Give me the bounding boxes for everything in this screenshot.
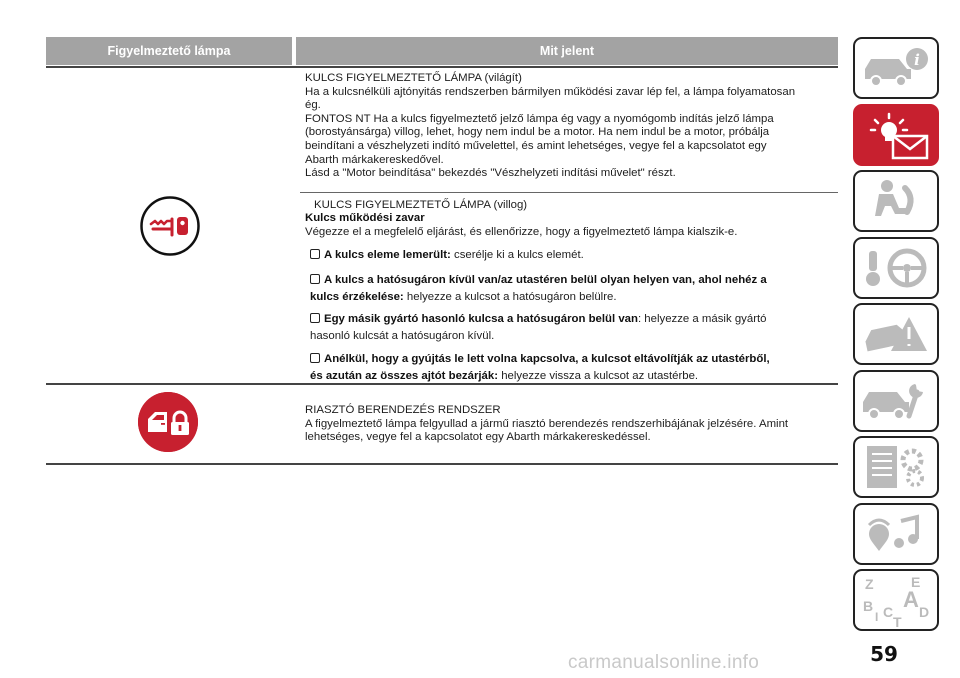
index-letter: A xyxy=(903,587,919,612)
row-text: Ha a kulcsnélküli ajtónyitás rendszerben bármilyen működési zavar lép fel, a lámpa folyamatosan xyxy=(305,85,796,98)
row-text: (borostyánsárga) villog, lehet, hogy nem indul be a motor. Ha nem indul be a motor, próbálja xyxy=(305,126,770,139)
tab-maintenance[interactable] xyxy=(853,370,939,432)
starting-driving-icon xyxy=(857,241,935,295)
row-text: Abarth márkakereskedővel. xyxy=(305,153,444,166)
bullet-other-key xyxy=(310,311,836,344)
warning-lights-icon xyxy=(857,108,935,162)
row-text: ég. xyxy=(305,99,321,112)
bullet-out-of-range xyxy=(310,272,836,305)
tab-starting-driving[interactable] xyxy=(853,237,939,299)
key-warning-light-icon xyxy=(140,196,200,256)
index-letter: T xyxy=(893,614,902,629)
bullet-bold: A kulcs eleme lemerült: xyxy=(324,249,451,261)
index-letter: I xyxy=(875,610,879,624)
svg-text:i: i xyxy=(914,51,920,69)
table-bottom-rule xyxy=(46,463,838,465)
row-title: KULCS FIGYELMEZTETŐ LÁMPA (villog) xyxy=(314,199,528,211)
row-text: beindítani a vészhelyzeti indító művelettel, és amint lehetséges, vegye fel a kapcsolatot egy xyxy=(305,139,767,152)
row-key-steady xyxy=(305,72,835,181)
bullet-text: helyezze vissza a kulcsot az utastérbe. xyxy=(498,369,699,382)
tab-index[interactable] xyxy=(853,569,939,631)
table-header xyxy=(46,37,838,65)
header-meaning: Mit jelent xyxy=(296,37,838,65)
row-text: lehetséges, vegye fel a kapcsolatot egy Abarth márkakereskedéssel. xyxy=(305,431,651,444)
tab-warning-lights[interactable] xyxy=(853,104,939,166)
row-subtitle: Kulcs működési zavar xyxy=(305,212,425,224)
emergency-icon xyxy=(857,307,935,361)
maintenance-icon xyxy=(857,374,935,428)
bullet-bold: A kulcs a hatósugáron kívül van/az utastéren belül olyan helyen van, ahol nehéz a xyxy=(324,274,767,286)
bullet-bold: és azután az összes ajtót bezárják: xyxy=(310,369,499,382)
row-text: Végezze el a megfelelő eljárást, és ellenőrizze, hogy a figyelmeztető lámpa kialszik-e. xyxy=(305,225,738,238)
tab-emergency[interactable] xyxy=(853,303,939,365)
page-number: 59 xyxy=(870,642,898,666)
bullet-bold: Anélkül, hogy a gyújtás le lett volna kapcsolva, a kulcsot eltávolítják az utastérből, xyxy=(324,353,770,365)
bullet-battery xyxy=(310,249,836,263)
row-title: RIASZTÓ BERENDEZÉS RENDSZER xyxy=(305,404,501,416)
tab-safety[interactable] xyxy=(853,170,939,232)
index-letter: D xyxy=(919,604,930,620)
header-rule xyxy=(46,66,838,68)
bullet-text: : helyezze a másik gyártó xyxy=(637,313,767,325)
row-text: A figyelmeztető lámpa felgyullad a jármű riasztó berendezés rendszerhibájának jelzésére. Amint xyxy=(305,417,789,430)
multimedia-icon xyxy=(857,507,935,561)
index-icon xyxy=(857,571,935,629)
bullet-text: helyezze a kulcsot a hatósugáron belülre. xyxy=(403,290,617,303)
tab-car-info[interactable] xyxy=(853,37,939,99)
row-title: KULCS FIGYELMEZTETŐ LÁMPA (világít) xyxy=(305,72,522,84)
header-warning-light: Figyelmeztető lámpa xyxy=(46,37,292,65)
bullet-bold: Egy másik gyártó hasonló kulcsa a hatósugáron belül van xyxy=(324,313,638,325)
row-text: FONTOS NT Ha a kulcs figyelmeztető jelző lámpa ég vagy a nyomógomb indítás jelző lámpa xyxy=(305,112,774,125)
alarm-system-light-icon xyxy=(138,392,198,452)
tab-multimedia[interactable] xyxy=(853,503,939,565)
checkbox-bullet-icon xyxy=(310,274,320,284)
row-text: Lásd a "Motor beindítása" bekezdés "Vészhelyzeti indítási művelet" részt. xyxy=(305,167,676,180)
checkbox-bullet-icon xyxy=(310,353,320,363)
safety-airbag-icon xyxy=(857,174,935,228)
row-key-flashing xyxy=(314,199,834,213)
index-letter: Z xyxy=(865,576,874,592)
bullet-text: hasonló kulcsát a hatósugáron kívül. xyxy=(310,329,495,342)
index-letter: E xyxy=(911,574,921,590)
bullet-key-removed xyxy=(310,351,836,384)
row-key-flashing-body xyxy=(305,212,835,239)
row-divider xyxy=(300,192,838,193)
bullet-text: cserélje ki a kulcs elemét. xyxy=(450,249,584,261)
index-letter: B xyxy=(863,598,874,614)
car-info-icon xyxy=(857,41,935,95)
checkbox-bullet-icon xyxy=(310,313,320,323)
technical-data-icon xyxy=(857,440,935,494)
tab-technical-data[interactable] xyxy=(853,436,939,498)
bullet-bold: kulcs érzékelése: xyxy=(310,290,404,303)
row-alarm xyxy=(305,404,835,445)
row-divider xyxy=(46,383,838,385)
index-letter: C xyxy=(883,604,894,620)
watermark: carmanualsonline.info xyxy=(568,652,760,673)
checkbox-bullet-icon xyxy=(310,249,320,259)
